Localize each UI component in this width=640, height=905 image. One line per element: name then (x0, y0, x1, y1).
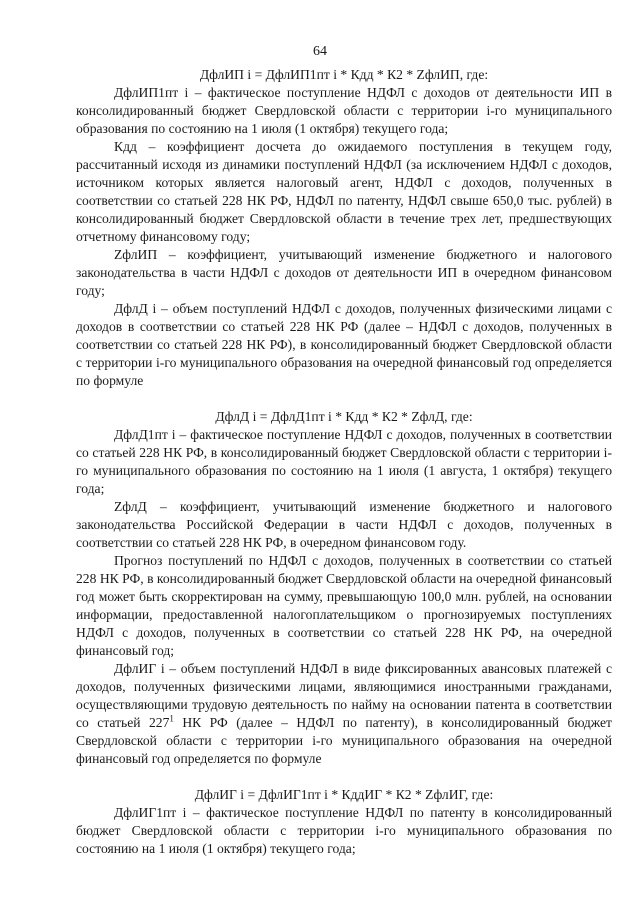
formula-dflig: ДфлИГ i = ДфлИГ1пт i * КддИГ * К2 * ZфлИГ, где: (194, 787, 494, 802)
definition-dflig-text-cont: НК РФ (далее – НДФЛ по патенту), в консолидированный бюджет Свердловской области с территории i-го муниципального образования на очередной финансовый год определяется по формуле (76, 715, 612, 766)
definition-dflig1pt: ДфлИГ1пт i – фактическое поступление НДФЛ по патенту в консолидированный бюджет Свердловской области с территории i-го муниципального образования по состоянию на 1 июля (1 октября) текущего года; (76, 805, 612, 856)
definition-dfld: ДфлД i – объем поступлений НДФЛ с доходов, полученных физическими лицами с доходов в соответствии со статьей 228 НК РФ (далее – НДФЛ с доходов, полученных в соответствии со статьей 228 НК РФ), в консолидированный бюджет Свердловской области с территории i-го муниципального образования на очередной финансовый год определяется по формуле (76, 301, 612, 388)
definition-zflip: ZфлИП – коэффициент, учитывающий изменение бюджетного и налогового законодательства в части НДФЛ с доходов от деятельности ИП в очередном финансовом году; (76, 247, 612, 298)
document-body (76, 66, 612, 858)
definition-dflig-text: ДфлИГ i – объем поступлений НДФЛ в виде фиксированных авансовых платежей с доходов, полученных физическими лицами, являющимися иностранными гражданами, осуществляющими трудовую деятельность по найму на основании патента в соответствии со статьей 227 (76, 661, 612, 730)
definition-kdd: Кдд – коэффициент досчета до ожидаемого поступления в текущем году, рассчитанный исходя из динамики поступлений НДФЛ (за исключением НДФЛ с доходов, источником которых является налоговый агент, НДФЛ с доходов, полученных в соответствии со статьей 228 НК РФ, НДФЛ по патенту, НДФЛ свыше 650,0 тыс. рублей) в консолидированный бюджет Свердловской области в течение трех лет, предшествующих отчетному финансовому году; (76, 139, 612, 244)
paragraph-forecast: Прогноз поступлений по НДФЛ с доходов, полученных в соответствии со статьей 228 НК РФ, в консолидированный бюджет Свердловской области на очередной финансовый год может быть скорректирован на сумму, превышающую 100,0 млн. рублей, на основании информации, предоставленной налогоплательщиком о прогнозируемых поступлениях НДФЛ с доходов, полученных в соответствии со статьей 228 НК РФ, на очередной финансовый год; (76, 553, 612, 658)
formula-dflip: ДфлИП i = ДфлИП1пт i * Кдд * К2 * ZфлИП, где: (199, 67, 489, 82)
definition-zfld: ZфлД – коэффициент, учитывающий изменение бюджетного и налогового законодательства Российской Федерации в части НДФЛ с доходов, полученных в соответствии со статьей 228 НК РФ, в очередном финансовом году. (76, 499, 612, 550)
definition-dfld1pt: ДфлД1пт i – фактическое поступление НДФЛ с доходов, полученных в соответствии со статьей 228 НК РФ, в консолидированный бюджет Свердловской области с территории i-го муниципального образования по состоянию на 1 июля (1 августа, 1 октября) текущего года; (76, 427, 612, 496)
definition-dflip1pt: ДфлИП1пт i – фактическое поступление НДФЛ с доходов от деятельности ИП в консолидированный бюджет Свердловской области с территории i-го муниципального образования по состоянию на 1 июля (1 октября) текущего года; (76, 85, 612, 136)
formula-dfld: ДфлД i = ДфлД1пт i * Кдд * К2 * ZфлД, где: (215, 409, 473, 424)
page-number: 64 (313, 44, 327, 59)
article-superscript: 1 (169, 713, 174, 724)
definition-dflig (76, 660, 612, 768)
